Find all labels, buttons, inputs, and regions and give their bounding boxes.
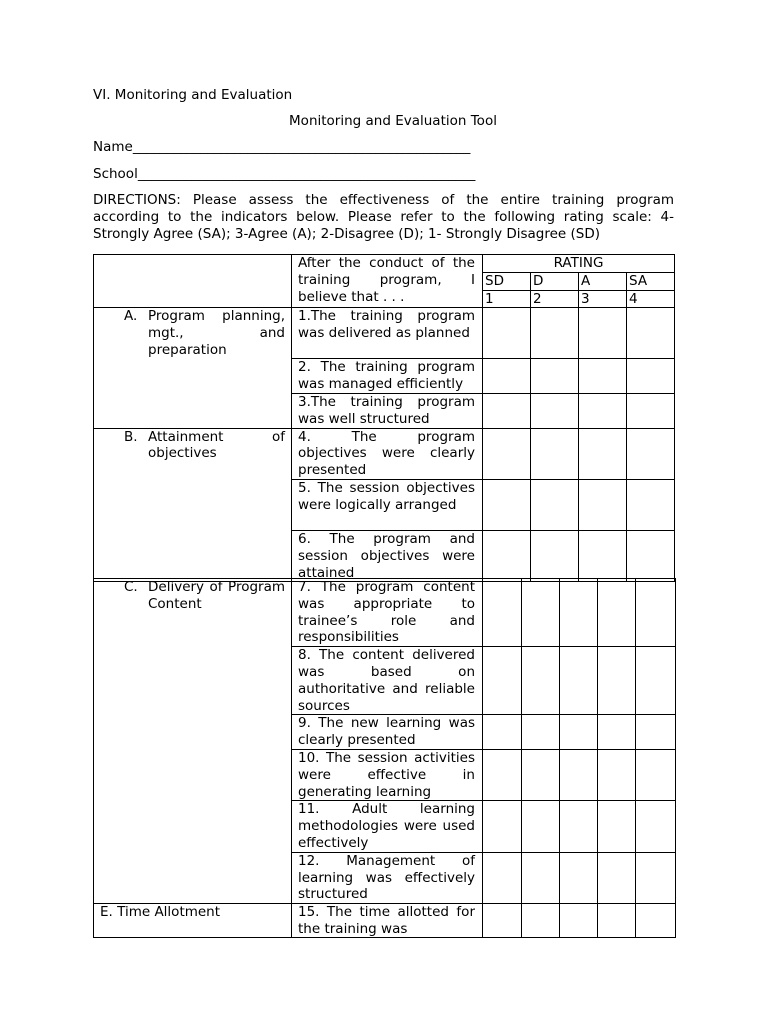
rating-cell[interactable] bbox=[636, 749, 676, 800]
indicator-2: 2. The training program was managed efficiently bbox=[292, 359, 483, 394]
category-b-name: Attainment of objectives bbox=[148, 428, 285, 462]
rating-cell[interactable] bbox=[627, 479, 675, 530]
rating-cell[interactable] bbox=[598, 579, 636, 647]
rating-cell[interactable] bbox=[483, 359, 531, 394]
rating-cell[interactable] bbox=[579, 479, 627, 530]
category-b-letter: B. bbox=[124, 428, 138, 445]
rating-cell[interactable] bbox=[560, 749, 598, 800]
rating-cell[interactable] bbox=[598, 852, 636, 903]
rating-cell[interactable] bbox=[560, 579, 598, 647]
rating-cell[interactable] bbox=[627, 530, 675, 581]
rating-cell[interactable] bbox=[531, 479, 579, 530]
scale-value-2: 2 bbox=[531, 290, 579, 308]
rating-cell[interactable] bbox=[636, 801, 676, 852]
rating-cell[interactable] bbox=[636, 904, 676, 938]
rating-cell[interactable] bbox=[627, 428, 675, 479]
rating-cell[interactable] bbox=[560, 715, 598, 750]
rating-cell[interactable] bbox=[531, 308, 579, 359]
category-c-name: Delivery of Program Content bbox=[148, 579, 285, 612]
rating-cell[interactable] bbox=[483, 393, 531, 428]
rating-cell[interactable] bbox=[636, 852, 676, 903]
rating-cell[interactable] bbox=[560, 852, 598, 903]
rating-cell[interactable] bbox=[531, 530, 579, 581]
rating-cell[interactable] bbox=[627, 393, 675, 428]
rating-table bbox=[93, 254, 675, 582]
rating-cell[interactable] bbox=[483, 904, 522, 938]
rating-cell[interactable] bbox=[579, 308, 627, 359]
indicator-1: 1.The training program was delivered as planned bbox=[292, 308, 483, 359]
school-field[interactable] bbox=[93, 166, 475, 182]
category-c-letter: C. bbox=[124, 579, 138, 595]
rating-cell[interactable] bbox=[483, 479, 531, 530]
rating-cell[interactable] bbox=[636, 579, 676, 647]
rating-cell[interactable] bbox=[522, 579, 560, 647]
indicator-5: 5. The session objectives were logically arranged bbox=[292, 479, 483, 530]
rating-cell[interactable] bbox=[483, 852, 522, 903]
rating-cell[interactable] bbox=[483, 715, 522, 750]
rating-cell[interactable] bbox=[483, 749, 522, 800]
scale-value-1: 1 bbox=[483, 290, 531, 308]
indicator-10: 10. The session activities were effective in generating learning bbox=[292, 749, 483, 800]
rating-cell[interactable] bbox=[598, 801, 636, 852]
name-label: Name bbox=[93, 139, 133, 155]
rating-table-continued bbox=[93, 578, 676, 938]
scale-label-a: A bbox=[579, 272, 627, 290]
scale-label-sa: SA bbox=[627, 272, 675, 290]
section-heading: VI. Monitoring and Evaluation bbox=[93, 87, 293, 103]
rating-cell[interactable] bbox=[627, 359, 675, 394]
rating-cell[interactable] bbox=[579, 530, 627, 581]
rating-cell[interactable] bbox=[483, 579, 522, 647]
indicator-9: 9. The new learning was clearly presented bbox=[292, 715, 483, 750]
school-label: School bbox=[93, 166, 138, 182]
scale-label-d: D bbox=[531, 272, 579, 290]
indicator-15 bbox=[292, 904, 483, 938]
rating-cell[interactable] bbox=[483, 428, 531, 479]
name-field[interactable] bbox=[93, 139, 470, 155]
statement-header: After the conduct of the training program, I believe that . . . bbox=[292, 255, 483, 308]
rating-cell[interactable] bbox=[522, 801, 560, 852]
rating-cell[interactable] bbox=[598, 647, 636, 715]
directions-text: DIRECTIONS: Please assess the effectiveness of the entire training program according to the indicators below. Please refer to the following rating scale: 4- Strongly Agree (SA); 3-Agree (A); 2-Disagree (D); 1- Strongly Disagree (SD) bbox=[93, 192, 674, 242]
rating-cell[interactable] bbox=[483, 308, 531, 359]
category-c-cell bbox=[94, 579, 292, 904]
indicator-4: 4. The program objectives were clearly presented bbox=[292, 428, 483, 479]
rating-cell[interactable] bbox=[636, 647, 676, 715]
category-b-cell bbox=[94, 428, 292, 582]
rating-cell[interactable] bbox=[522, 852, 560, 903]
name-blank: __________________________________________________ bbox=[132, 139, 471, 155]
scale-value-3: 3 bbox=[579, 290, 627, 308]
rating-cell[interactable] bbox=[598, 749, 636, 800]
category-e-name: E. Time Allotment bbox=[100, 904, 221, 921]
indicator-11: 11. Adult learning methodologies were used effectively bbox=[292, 801, 483, 852]
indicator-6: 6. The program and session objectives were attained bbox=[292, 530, 483, 581]
rating-cell[interactable] bbox=[560, 801, 598, 852]
category-a-name: Program planning, mgt., and preparation bbox=[148, 308, 285, 358]
rating-cell[interactable] bbox=[483, 530, 531, 581]
rating-cell[interactable] bbox=[522, 749, 560, 800]
rating-header: RATING bbox=[483, 255, 675, 273]
category-header-cell bbox=[94, 255, 292, 308]
rating-cell[interactable] bbox=[531, 393, 579, 428]
category-a-letter: A. bbox=[124, 308, 138, 325]
rating-cell[interactable] bbox=[598, 904, 636, 938]
scale-label-sd: SD bbox=[483, 272, 531, 290]
rating-cell[interactable] bbox=[531, 428, 579, 479]
rating-cell[interactable] bbox=[636, 715, 676, 750]
rating-cell[interactable] bbox=[579, 393, 627, 428]
category-a-cell bbox=[94, 308, 292, 428]
indicator-15-text: 15. The time allotted for the training was bbox=[298, 904, 475, 937]
rating-cell[interactable] bbox=[483, 801, 522, 852]
indicator-8: 8. The content delivered was based on authoritative and reliable sources bbox=[292, 647, 483, 715]
indicator-3: 3.The training program was well structured bbox=[292, 393, 483, 428]
rating-cell[interactable] bbox=[522, 904, 560, 938]
rating-cell[interactable] bbox=[483, 647, 522, 715]
indicator-12: 12. Management of learning was effectively structured bbox=[292, 852, 483, 903]
rating-cell[interactable] bbox=[579, 428, 627, 479]
rating-cell[interactable] bbox=[531, 359, 579, 394]
indicator-7: 7. The program content was appropriate to trainee’s role and responsibilities bbox=[292, 579, 483, 647]
rating-cell[interactable] bbox=[579, 359, 627, 394]
rating-cell[interactable] bbox=[560, 647, 598, 715]
rating-cell[interactable] bbox=[560, 904, 598, 938]
rating-cell[interactable] bbox=[522, 715, 560, 750]
tool-title: Monitoring and Evaluation Tool bbox=[289, 113, 497, 129]
rating-cell[interactable] bbox=[522, 647, 560, 715]
scale-value-4: 4 bbox=[627, 290, 675, 308]
category-e-cell bbox=[94, 904, 292, 938]
rating-cell[interactable] bbox=[627, 308, 675, 359]
school-blank: __________________________________________________ bbox=[137, 166, 476, 182]
rating-cell[interactable] bbox=[598, 715, 636, 750]
